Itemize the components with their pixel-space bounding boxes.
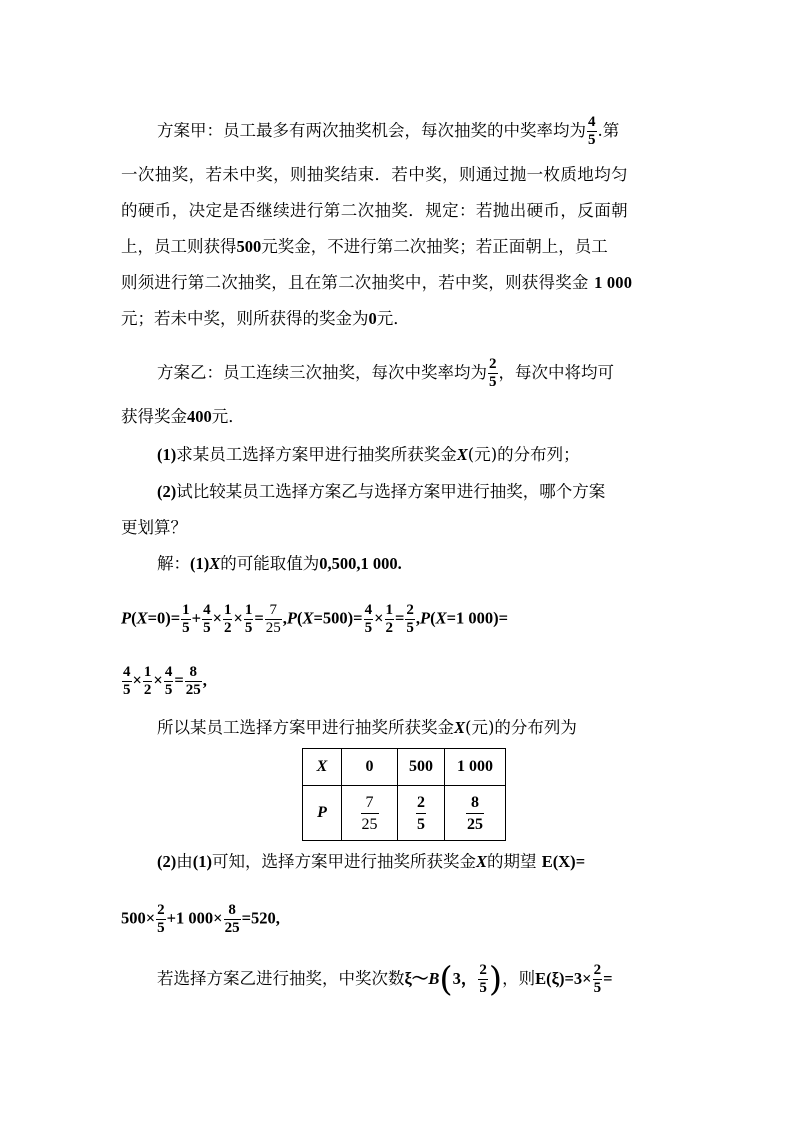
plan-a-line-4: 上，员工则获得500元奖金，不进行第二次抽奖；若正面朝上，员工: [121, 237, 608, 256]
plan-a-prob-fraction: $\frac{4}{5}$: [588, 114, 596, 148]
fraction: $\frac{4}{5}$: [364, 602, 373, 636]
fraction: $\frac{1}{2}$: [223, 602, 232, 636]
fraction: $\frac{1}{5}$: [244, 602, 253, 636]
amount-500: 500: [236, 237, 262, 256]
distribution-table: [302, 748, 506, 841]
fraction: $\frac{4}{5}$: [123, 664, 131, 698]
fraction: $\frac{7}{25}$: [265, 602, 281, 636]
plan-a-line-1: [157, 114, 676, 149]
table-cell: 500: [398, 749, 445, 786]
plan-a-line-6: 元；若未中奖，则所获得的奖金为0元．: [121, 309, 410, 328]
plan-a-line-3: 的硬币，决定是否继续进行第二次抽奖．规定：若抛出硬币，反面朝: [121, 201, 628, 220]
fraction: $\frac{2}{5}$: [417, 793, 425, 833]
table-cell: [342, 786, 398, 841]
amount-0: 0: [368, 309, 377, 328]
solution-part-2: (2)由(1)可知，选择方案甲进行抽奖所获奖金X的期望 E(X)=: [157, 852, 586, 871]
plan-a-text-1-tail: .第: [597, 121, 620, 140]
fraction: $\frac{7}{25}$: [361, 793, 378, 833]
fraction: $\frac{8}{25}$: [224, 902, 240, 936]
fraction: $\frac{1}{5}$: [182, 602, 190, 636]
amount-1000: 1 000: [594, 273, 633, 292]
plan-b-line-1: 方案乙：员工连续三次抽奖，每次中奖率均为 $\frac{2}{5}$ ，每次中将均可: [157, 356, 614, 390]
plan-a-text-1: 方案甲：员工最多有两次抽奖机会，每次抽奖的中奖率均为: [157, 121, 586, 140]
table-cell: 1 000: [445, 749, 506, 786]
table-header-x: X: [303, 749, 342, 786]
fraction: $\frac{2}{5}$: [157, 902, 165, 936]
solution-line-1: 解：(1)X的可能取值为0,500,1 000.: [157, 554, 402, 573]
plan-b-line-2: 获得奖金400元．: [121, 407, 245, 426]
fraction: $\frac{8}{25}$: [185, 664, 201, 698]
table-header-p: P: [303, 786, 342, 841]
table-row: [303, 786, 506, 841]
question-2-line-2: 更划算？: [121, 518, 187, 537]
table-cell: [445, 786, 506, 841]
plan-b-prob-fraction: $\frac{2}{5}$: [489, 356, 497, 390]
fraction: $\frac{4}{5}$: [164, 664, 173, 698]
solution-label: 解：: [157, 554, 190, 573]
fraction: $\frac{1}{2}$: [143, 664, 152, 698]
distribution-intro: 所以某员工选择方案甲进行抽奖所获奖金X(元)的分布列为: [157, 718, 577, 737]
fraction: $\frac{2}{5}$: [406, 602, 414, 636]
plan-b-expectation: 若选择方案乙进行抽奖，中奖次数ξ～B(3， $\frac{2}{5}$ )，则E(ξ)=3× $\frac{2}{5}$ =: [157, 959, 613, 1000]
table-cell: [398, 786, 445, 841]
question-2: (2)试比较某员工选择方案乙与选择方案甲进行抽奖，哪个方案: [157, 482, 606, 501]
probability-equation-line-1: P(X=0)= $\frac{1}{5}$ + $\frac{4}{5}$ × $\frac{1}{2}$ × $\frac{1}{5}$ = $\frac{7}{25}$ ,P(X=500)= $\frac{4}{5}$ × $\frac{1}{2}$ = $\frac{2}{5}$ ,P(X=1 000)=: [121, 602, 509, 636]
fraction: $\frac{1}{2}$: [385, 602, 393, 636]
fraction: $\frac{2}{5}$: [479, 962, 487, 996]
fraction: $\frac{2}{5}$: [593, 962, 602, 996]
fraction: $\frac{8}{25}$: [467, 793, 483, 833]
table-row: [303, 749, 506, 786]
plan-a-line-2: 一次抽奖，若未中奖，则抽奖结束．若中奖，则通过抛一枚质地均匀: [121, 165, 628, 184]
expectation-equation: 500× $\frac{2}{5}$ +1 000× $\frac{8}{25}$ =520,: [121, 902, 280, 936]
plan-a-line-5: 则须进行第二次抽奖，且在第二次抽奖中，若中奖，则获得奖金 1 000: [121, 273, 633, 292]
fraction: $\frac{4}{5}$: [203, 602, 211, 636]
probability-equation-line-2: $\frac{4}{5}$ × $\frac{1}{2}$ × $\frac{4}{5}$ = $\frac{8}{25}$ ,: [123, 664, 207, 698]
question-1: (1)求某员工选择方案甲进行抽奖所获奖金X(元)的分布列；: [157, 445, 580, 464]
table-cell: 0: [342, 749, 398, 786]
amount-400: 400: [187, 407, 212, 426]
